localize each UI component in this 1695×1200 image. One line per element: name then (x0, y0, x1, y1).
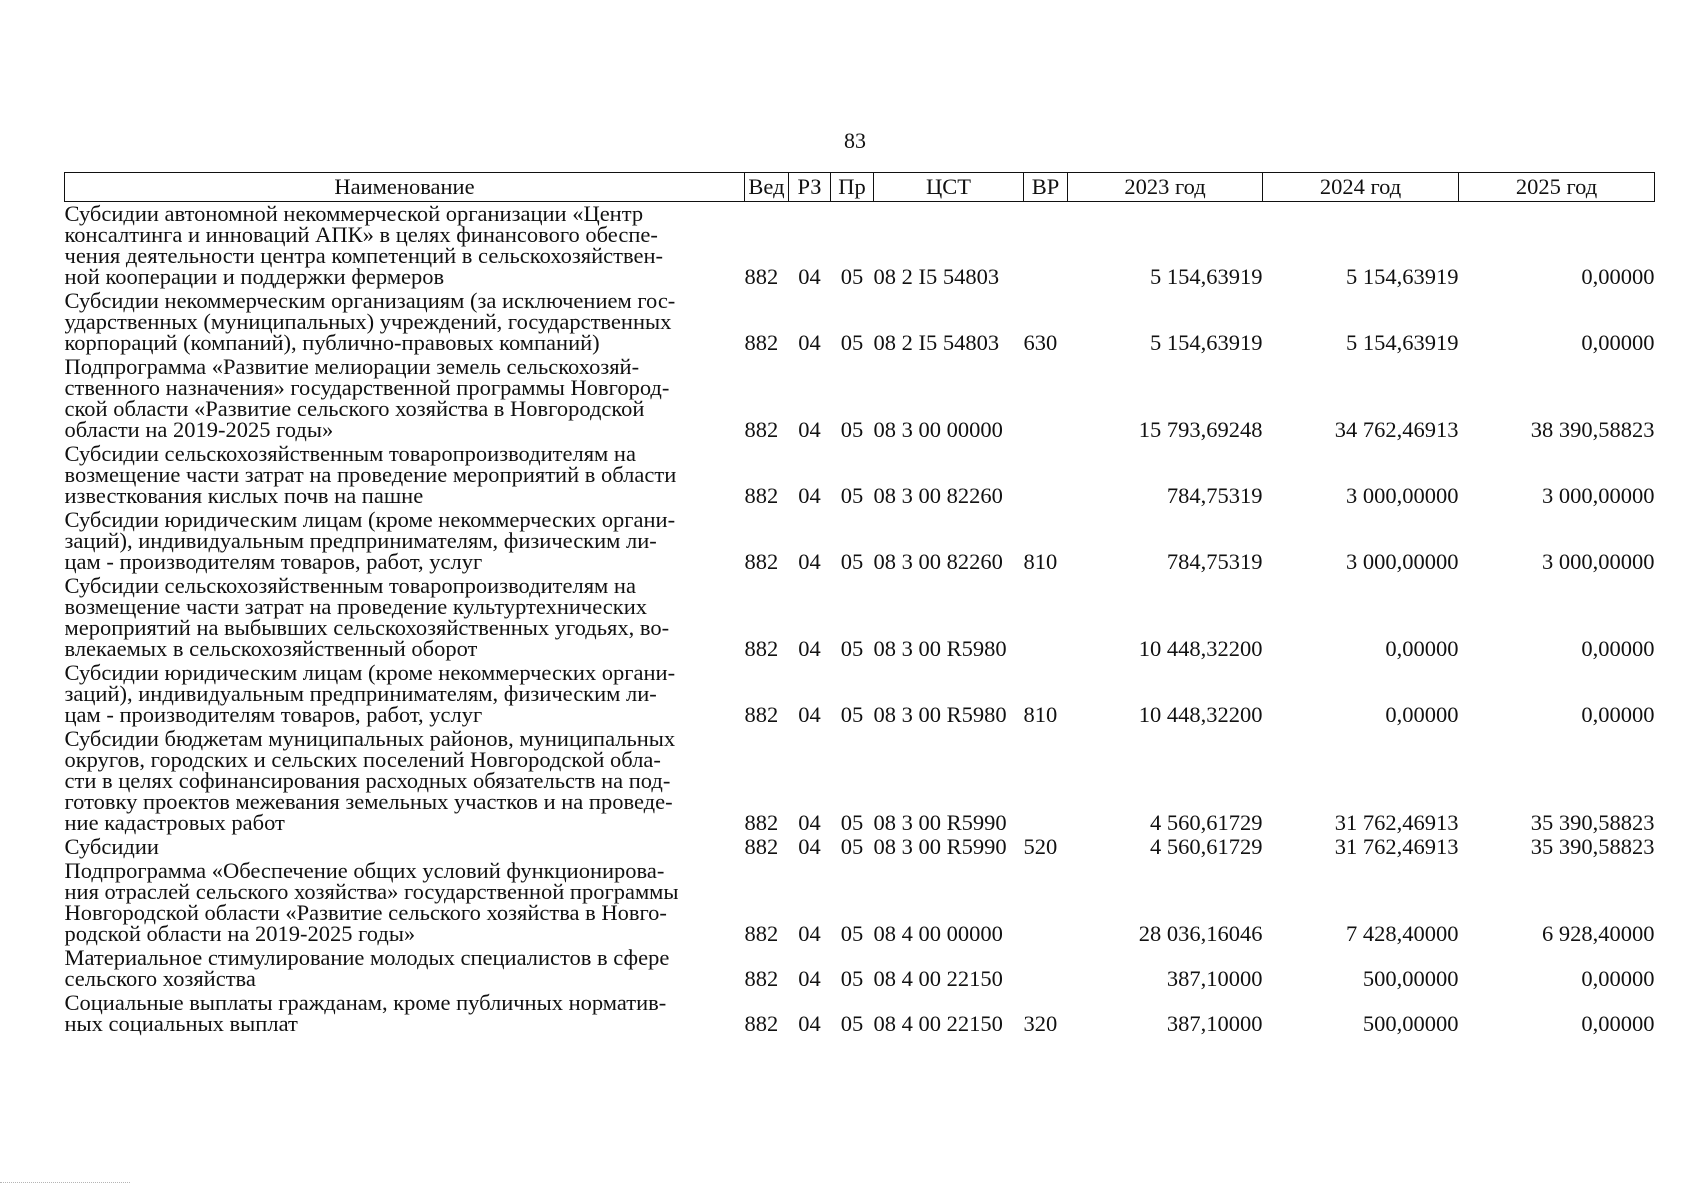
table-row (65, 355, 1655, 442)
cell-2024: 500,00000 (1362, 1011, 1459, 1036)
cell-name (65, 661, 745, 727)
cell-ved: 882 (744, 921, 779, 946)
header-name: Наименование (65, 173, 745, 202)
cell-rz: 04 (798, 921, 821, 946)
cell-2023: 10 448,32200 (1138, 636, 1263, 661)
cell-2024: 0,00000 (1385, 636, 1459, 661)
cell-name-line: Подпрограмма «Обеспечение общих условий функционирова- (64, 858, 665, 883)
header-2024: 2024 год (1263, 173, 1459, 202)
cell-2025: 6 928,40000 (1542, 921, 1655, 946)
table-row (65, 442, 1655, 508)
cell-rz: 04 (798, 702, 821, 727)
cell-rz: 04 (798, 966, 821, 991)
cell-rz: 04 (798, 417, 821, 442)
cell-name-line: Субсидии (64, 834, 159, 859)
cell-vr (1024, 727, 1068, 835)
cell-name-line: готовку проектов межевания земельных участков и на проведе- (64, 789, 673, 814)
cell-cst: 08 3 00 82260 (873, 549, 1003, 574)
table-row (65, 508, 1655, 574)
cell-vr (1024, 202, 1068, 290)
cell-name-line: области на 2019-2025 годы» (64, 417, 334, 442)
cell-pr: 05 (840, 921, 864, 946)
cell-name-line: Субсидии сельскохозяйственным товаропроизводителям на (64, 441, 636, 466)
cell-vr (1024, 859, 1068, 946)
cell-2024: 3 000,00000 (1346, 483, 1459, 508)
cell-rz: 04 (798, 1011, 821, 1036)
cell-2024: 3 000,00000 (1346, 549, 1459, 574)
cell-name-line: цам - производителям товаров, работ, услуг (64, 702, 483, 727)
cell-rz: 04 (798, 483, 821, 508)
cell-2025: 0,00000 (1581, 330, 1655, 355)
cell-vr (1024, 574, 1068, 661)
cell-name-line: округов, городских и сельских поселений Новгородской обла- (64, 747, 661, 772)
cell-2025: 0,00000 (1581, 636, 1655, 661)
cell-2023: 5 154,63919 (1150, 264, 1263, 289)
cell-name-line: ной кооперации и поддержки фермеров (64, 264, 445, 289)
cell-pr: 05 (840, 1011, 864, 1036)
cell-2023: 387,10000 (1166, 966, 1263, 991)
cell-cst: 08 4 00 22150 (873, 966, 1003, 991)
cell-cst: 08 4 00 22150 (873, 1011, 1003, 1036)
cell-name-line: Субсидии бюджетам муниципальных районов, муниципальных (64, 726, 676, 751)
cell-rz: 04 (798, 264, 821, 289)
cell-ved: 882 (744, 1011, 779, 1036)
cell-2024: 7 428,40000 (1346, 921, 1459, 946)
table-row (65, 661, 1655, 727)
page-number: 83 (844, 128, 866, 153)
cell-name-line: ния отраслей сельского хозяйства» государственной программы (64, 879, 679, 904)
cell-ved: 882 (744, 966, 779, 991)
cell-pr: 05 (840, 330, 864, 355)
cell-name-line: родской области на 2019-2025 годы» (64, 921, 416, 946)
cell-ved: 882 (744, 834, 779, 859)
cell-ved: 882 (744, 702, 779, 727)
cell-pr: 05 (840, 810, 864, 835)
cell-name-line: чения деятельности центра компетенций в сельскохозяйствен- (64, 243, 664, 268)
cell-name (65, 508, 745, 574)
cell-pr: 05 (840, 417, 864, 442)
cell-rz: 04 (798, 636, 821, 661)
cell-2025: 35 390,58823 (1530, 810, 1655, 835)
cell-name-line: ние кадастровых работ (64, 810, 285, 835)
cell-name-line: Субсидии юридическим лицам (кроме некоммерческих органи- (64, 660, 676, 685)
cell-name-line: сельского хозяйства (64, 966, 256, 991)
cell-cst: 08 2 I5 54803 (873, 264, 1000, 289)
cell-name-line: ственного назначения» государственной программы Новгород- (64, 375, 670, 400)
cell-ved: 882 (744, 330, 779, 355)
cell-name (65, 835, 745, 859)
cell-cst: 08 2 I5 54803 (873, 330, 1000, 355)
cell-name-line: корпораций (компаний), публично-правовых компаний) (64, 330, 600, 355)
cell-name-line: мероприятий на выбывших сельскохозяйственных угодьях, во- (64, 615, 670, 640)
cell-rz: 04 (798, 810, 821, 835)
cell-2025: 3 000,00000 (1542, 483, 1655, 508)
table-header-row (65, 173, 1655, 202)
cell-vr (1024, 442, 1068, 508)
cell-pr: 05 (840, 966, 864, 991)
cell-2025: 3 000,00000 (1542, 549, 1655, 574)
table-row (65, 835, 1655, 859)
cell-name-line: заций), индивидуальным предпринимателям, физическим ли- (64, 528, 657, 553)
cell-pr: 05 (840, 549, 864, 574)
cell-vr: 520 (1023, 834, 1058, 859)
table-row (65, 289, 1655, 355)
cell-2025: 35 390,58823 (1530, 834, 1655, 859)
cell-vr (1024, 946, 1068, 991)
cell-2023: 784,75319 (1166, 549, 1263, 574)
cell-vr: 320 (1023, 1011, 1058, 1036)
cell-2024: 0,00000 (1385, 702, 1459, 727)
cell-2023: 784,75319 (1166, 483, 1263, 508)
budget-table (64, 172, 1655, 1036)
cell-name (65, 859, 745, 946)
header-2025: 2025 год (1459, 173, 1655, 202)
cell-name-line: консалтинга и инноваций АПК» в целях финансового обеспе- (64, 222, 658, 247)
cell-name (65, 991, 745, 1036)
cell-cst: 08 3 00 R5980 (873, 636, 1007, 661)
table-row (65, 946, 1655, 991)
cell-2024: 34 762,46913 (1334, 417, 1459, 442)
table-row (65, 727, 1655, 835)
cell-cst: 08 3 00 R5990 (873, 834, 1007, 859)
table-row (65, 991, 1655, 1036)
table-body (65, 202, 1655, 1037)
cell-2023: 10 448,32200 (1138, 702, 1263, 727)
cell-name-line: возмещение части затрат на проведение мероприятий в области (64, 462, 677, 487)
cell-ved: 882 (744, 483, 779, 508)
header-cst: ЦСТ (874, 173, 1024, 202)
cell-ved: 882 (744, 636, 779, 661)
cell-2024: 31 762,46913 (1334, 834, 1459, 859)
cell-rz: 04 (798, 549, 821, 574)
cell-2025: 38 390,58823 (1530, 417, 1655, 442)
cell-vr: 810 (1023, 549, 1058, 574)
cell-name-line: Субсидии юридическим лицам (кроме некоммерческих органи- (64, 507, 676, 532)
cell-2023: 4 560,61729 (1150, 834, 1263, 859)
cell-2024: 5 154,63919 (1346, 330, 1459, 355)
header-2023: 2023 год (1068, 173, 1263, 202)
cell-2025: 0,00000 (1581, 966, 1655, 991)
scan-artifact (0, 1182, 130, 1185)
cell-name (65, 202, 745, 290)
cell-2023: 387,10000 (1166, 1011, 1263, 1036)
cell-name (65, 727, 745, 835)
cell-name-line: Субсидии некоммерческим организациям (за исключением гос- (64, 288, 676, 313)
cell-2023: 15 793,69248 (1138, 417, 1263, 442)
cell-pr: 05 (840, 636, 864, 661)
cell-name-line: Социальные выплаты гражданам, кроме публичных норматив- (64, 990, 667, 1015)
cell-name-line: Новгородской области «Развитие сельского хозяйства в Новго- (64, 900, 667, 925)
cell-cst: 08 3 00 00000 (873, 417, 1003, 442)
cell-rz: 04 (798, 330, 821, 355)
cell-name-line: цам - производителям товаров, работ, услуг (64, 549, 483, 574)
cell-name-line: ударственных (муниципальных) учреждений, государственных (64, 309, 672, 334)
cell-2024: 31 762,46913 (1334, 810, 1459, 835)
cell-pr: 05 (840, 834, 864, 859)
cell-cst: 08 3 00 82260 (873, 483, 1003, 508)
cell-name (65, 442, 745, 508)
cell-name-line: ской области «Развитие сельского хозяйства в Новгородской (64, 396, 645, 421)
cell-ved: 882 (744, 264, 779, 289)
cell-pr: 05 (840, 483, 864, 508)
cell-2025: 0,00000 (1581, 702, 1655, 727)
cell-cst: 08 3 00 R5980 (873, 702, 1007, 727)
cell-ved: 882 (744, 417, 779, 442)
cell-2025: 0,00000 (1581, 1011, 1655, 1036)
cell-name (65, 946, 745, 991)
cell-vr: 810 (1023, 702, 1058, 727)
cell-name-line: Подпрограмма «Развитие мелиорации земель сельскохозяй- (64, 354, 640, 379)
cell-2024: 5 154,63919 (1346, 264, 1459, 289)
cell-ved: 882 (744, 810, 779, 835)
cell-vr: 630 (1023, 330, 1058, 355)
cell-rz: 04 (798, 834, 821, 859)
cell-2023: 4 560,61729 (1150, 810, 1263, 835)
header-ved: Вед (745, 173, 789, 202)
header-rz: РЗ (789, 173, 831, 202)
cell-name-line: ных социальных выплат (64, 1011, 298, 1036)
cell-name (65, 574, 745, 661)
cell-name-line: влекаемых в сельскохозяйственный оборот (64, 636, 478, 661)
header-vr: ВР (1024, 173, 1068, 202)
cell-name-line: сти в целях софинансирования расходных обязательств на под- (64, 768, 671, 793)
cell-2023: 28 036,16046 (1138, 921, 1263, 946)
cell-vr (1024, 355, 1068, 442)
header-pr: Пр (831, 173, 874, 202)
table-row (65, 574, 1655, 661)
cell-name (65, 289, 745, 355)
cell-pr: 05 (840, 264, 864, 289)
cell-name-line: известкования кислых почв на пашне (64, 483, 424, 508)
cell-name-line: заций), индивидуальным предпринимателям, физическим ли- (64, 681, 657, 706)
cell-name-line: возмещение части затрат на проведение культуртехнических (64, 594, 647, 619)
cell-2025: 0,00000 (1581, 264, 1655, 289)
table-row (65, 202, 1655, 290)
cell-name-line: Субсидии автономной некоммерческой организации «Центр (64, 201, 644, 226)
cell-pr: 05 (840, 702, 864, 727)
cell-name-line: Материальное стимулирование молодых специалистов в сфере (64, 945, 670, 970)
cell-cst: 08 4 00 00000 (873, 921, 1003, 946)
cell-ved: 882 (744, 549, 779, 574)
cell-2023: 5 154,63919 (1150, 330, 1263, 355)
cell-name-line: Субсидии сельскохозяйственным товаропроизводителям на (64, 573, 636, 598)
cell-cst: 08 3 00 R5990 (873, 810, 1007, 835)
cell-name (65, 355, 745, 442)
table-row (65, 859, 1655, 946)
cell-2024: 500,00000 (1362, 966, 1459, 991)
